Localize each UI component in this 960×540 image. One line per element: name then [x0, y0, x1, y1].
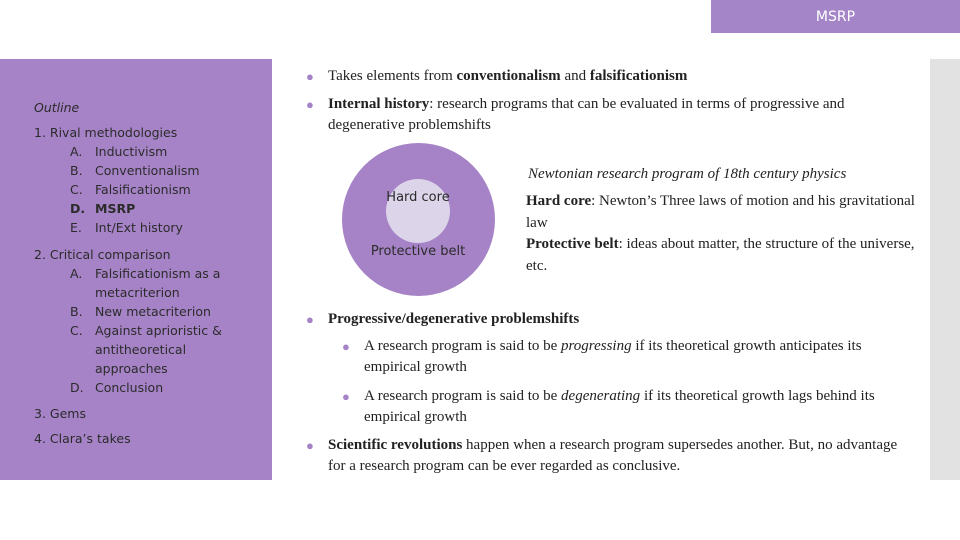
slide-title-tab	[711, 0, 960, 33]
outline-item-against-approaches	[70, 321, 235, 378]
bullet-internal-history	[306, 94, 848, 136]
bullet-dot-icon: ●	[342, 389, 350, 404]
hard-core-label: Hard core	[386, 190, 450, 205]
bullet-text: and	[560, 68, 590, 84]
outline-heading: Outline	[34, 100, 80, 115]
outline-item-text: Against aprioristic & antitheoretical approaches	[95, 323, 222, 376]
outline-section-rival-methodologies	[34, 123, 235, 237]
outline-item-letter: A.	[70, 266, 83, 281]
outline-panel	[0, 59, 272, 480]
outline-item-text: Conclusion	[95, 380, 164, 395]
protective-belt-label: Protective belt	[370, 244, 466, 259]
outline-item-text: New metacriterion	[95, 304, 211, 319]
outline-section-label: 1. Rival methodologies	[34, 125, 178, 140]
outline-item-falsificationism	[70, 180, 235, 199]
term-conventionalism: conventionalism	[456, 68, 561, 84]
outline-item-letter: B.	[70, 163, 83, 178]
slide-title: MSRP	[815, 8, 856, 25]
bullet-dot-icon: ●	[306, 97, 314, 112]
bullet-dot-icon: ●	[306, 312, 314, 327]
outline-section-claras-takes: 4. Clara’s takes	[34, 431, 131, 446]
outline-item-new-metacriterion	[70, 302, 235, 321]
outline-item-conclusion	[70, 378, 235, 397]
outline-section-critical-comparison	[34, 245, 235, 397]
outline-item-text: Int/Ext history	[95, 220, 183, 235]
bullet-text: Takes elements from	[328, 68, 457, 84]
term-problemshifts: Progressive/degenerative problemshifts	[328, 311, 580, 327]
term-falsificationism: falsificationism	[589, 68, 688, 84]
bullet-takes-elements	[306, 66, 688, 87]
outline-item-letter: E.	[70, 220, 82, 235]
outline-item-text: Falsificationism as a metacriterion	[95, 266, 221, 300]
bullet-problemshifts	[306, 309, 580, 330]
bullet-text: A research program is said to be	[364, 338, 562, 354]
outline-item-letter: D.	[70, 201, 86, 216]
outline-section-label: 2. Critical comparison	[34, 247, 171, 262]
bullet-text: A research program is said to be	[364, 388, 562, 404]
term-protective-belt: Protective belt	[526, 236, 619, 252]
bullet-dot-icon: ●	[306, 438, 314, 453]
bullet-scientific-revolutions	[306, 435, 898, 477]
outline-item-letter: C.	[70, 182, 83, 197]
outline-item-int-ext-history	[70, 218, 235, 237]
term-hard-core: Hard core	[526, 193, 592, 209]
term-degenerating: degenerating	[561, 388, 641, 404]
bullet-text: if its theoretical growth lags behind its empirical growth	[364, 388, 875, 425]
outline-item-falsificationism-metacriterion	[70, 264, 235, 302]
diagram-description	[526, 191, 916, 277]
bullet-text: happen when a research program supersedes another. But, no advantage for a research program can be ever regarded as conclusive.	[328, 437, 898, 474]
outline-item-text: Conventionalism	[95, 163, 200, 178]
outline-item-text: Inductivism	[95, 144, 168, 159]
outline-item-inductivism	[70, 142, 235, 161]
bullet-text: if its theoretical growth anticipates its empirical growth	[364, 338, 862, 375]
term-scientific-revolutions: Scientific revolutions	[328, 437, 463, 453]
outline-item-letter: B.	[70, 304, 83, 319]
outline-item-text: MSRP	[95, 201, 136, 216]
outline-item-letter: A.	[70, 144, 83, 159]
outline-item-text: Falsificationism	[95, 182, 191, 197]
description-text: : Newton’s Three laws of motion and his gravitational law	[526, 193, 915, 231]
term-internal-history: Internal history	[328, 96, 430, 112]
bullet-dot-icon: ●	[342, 339, 350, 354]
bullet-degenerating	[342, 386, 884, 428]
right-side-bar	[930, 59, 960, 480]
description-text: : ideas about matter, the structure of the universe, etc.	[526, 236, 915, 274]
outline-item-letter: C.	[70, 323, 83, 338]
outline-item-letter: D.	[70, 380, 84, 395]
term-progressing: progressing	[561, 338, 632, 354]
bullet-text: : research programs that can be evaluated in terms of progressive and degenerative problemshifts	[328, 96, 845, 133]
outline-item-conventionalism	[70, 161, 235, 180]
protective-belt-description	[526, 234, 916, 277]
hard-core-description	[526, 191, 916, 234]
bullet-progressing	[342, 336, 884, 378]
outline-section-gems: 3. Gems	[34, 406, 86, 421]
outline-item-msrp-current	[70, 199, 235, 218]
diagram-caption: Newtonian research program of 18th century physics	[528, 166, 847, 182]
bullet-dot-icon: ●	[306, 69, 314, 84]
